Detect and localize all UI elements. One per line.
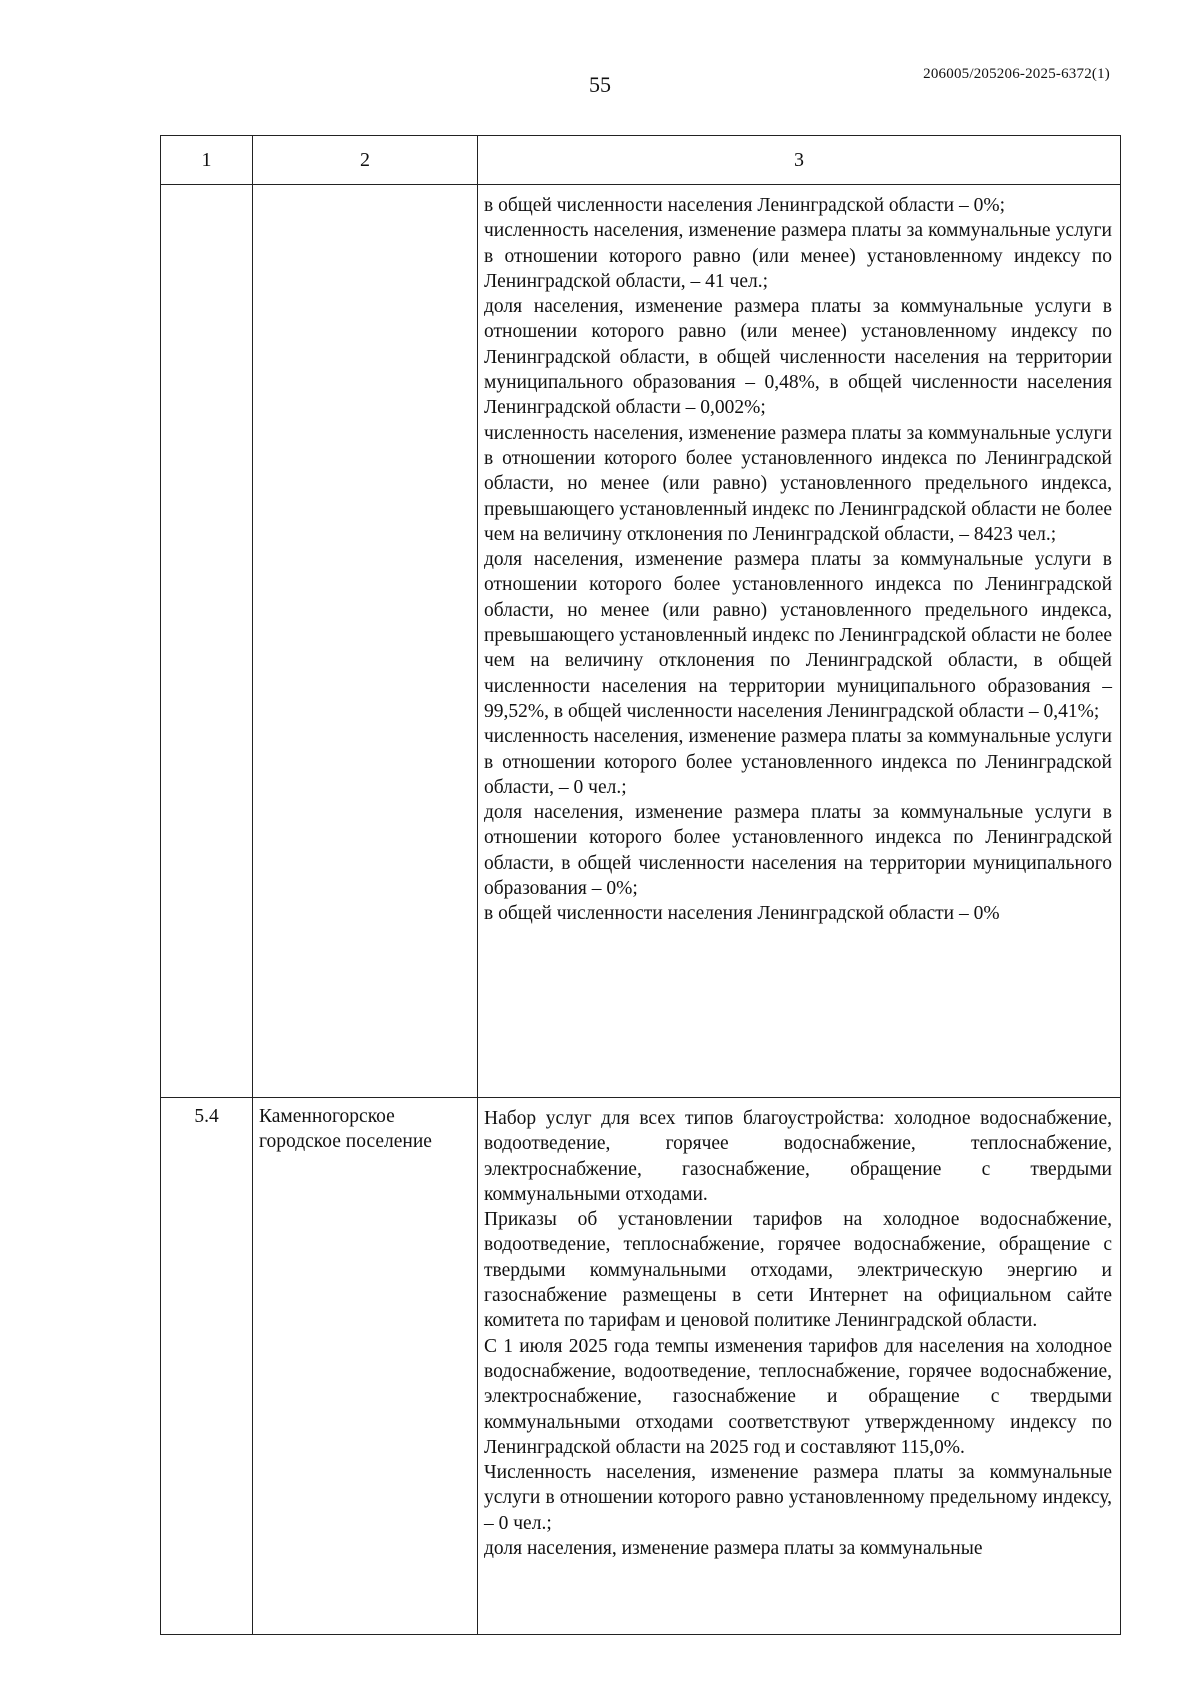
document-table bbox=[160, 135, 1121, 1635]
paragraph: Набор услуг для всех типов благоустройства: холодное водоснабжение, водоотведение, горячее водоснабжение, теплоснабжение, электроснабжение, газоснабжение, обращение с твердыми коммунальными отходами. bbox=[484, 1108, 1112, 1205]
paragraph: доля населения, изменение размера платы за коммунальные услуги в отношении которого более установленного индекса по Ленинградской области, в общей численности населения на территории муниципального образования – 0%; bbox=[484, 802, 1112, 900]
description-cell bbox=[478, 185, 1121, 1098]
paragraph: Приказы об установлении тарифов на холодное водоснабжение, водоотведение, теплоснабжение, горячее водоснабжение, обращение с твердыми коммунальными отходами, электрическую энергию и газоснабжение размещены в сети Интернет на официальном сайте комитета по тарифам и ценовой политике Ленинградской области. bbox=[484, 1209, 1112, 1332]
settlement-name-cell: Каменногорское городское поселение bbox=[253, 1098, 478, 1635]
table-row bbox=[161, 185, 1121, 1098]
paragraph: Численность населения, изменение размера платы за коммунальные услуги в отношении которого равно установленному предельному индексу, – 0 чел.; bbox=[484, 1462, 1112, 1534]
column-header-3: 3 bbox=[478, 136, 1121, 185]
page-number: 55 bbox=[589, 72, 611, 97]
paragraph: С 1 июля 2025 года темпы изменения тарифов для населения на холодное водоснабжение, водоотведение, теплоснабжение, горячее водоснабжение, электроснабжение, газоснабжение и обращение с твердыми коммунальными отходами соответствуют утвержденному индексу по Ленинградской области на 2025 год и составляют 115,0%. bbox=[484, 1335, 1112, 1458]
column-header-1: 1 bbox=[161, 136, 253, 185]
row-number-cell bbox=[161, 185, 253, 1098]
paragraph: численность населения, изменение размера платы за коммунальные услуги в отношении которого более установленного индекса по Ленинградской области, но менее (или равно) установленного предельного индекса, превышающего установленный индекс по Ленинградской области не более чем на величину отклонения по Ленинградской области, – 8423 чел.; bbox=[484, 422, 1112, 545]
paragraph: численность населения, изменение размера платы за коммунальные услуги в отношении которого равно (или менее) установленному индексу по Ленинградской области, – 41 чел.; bbox=[484, 220, 1112, 292]
table-row bbox=[161, 1098, 1121, 1635]
column-header-2: 2 bbox=[253, 136, 478, 185]
settlement-name-cell bbox=[253, 185, 478, 1098]
row-number-cell: 5.4 bbox=[161, 1098, 253, 1635]
paragraph: доля населения, изменение размера платы за коммунальные bbox=[484, 1538, 983, 1560]
paragraph: доля населения, изменение размера платы за коммунальные услуги в отношении которого равно (или менее) установленному индексу по Ленинградской области, в общей численности населения на территории муниципального образования – 0,48%, в общей численности населения Ленинградской области – 0,002%; bbox=[484, 296, 1112, 419]
document-code: 206005/205206-2025-6372(1) bbox=[923, 66, 1110, 82]
paragraph: в общей численности населения Ленинградской области – 0% bbox=[484, 903, 1000, 925]
table-header-row bbox=[161, 136, 1121, 185]
paragraph: доля населения, изменение размера платы за коммунальные услуги в отношении которого более установленного индекса по Ленинградской области, но менее (или равно) установленного предельного индекса, превышающего установленный индекс по Ленинградской области не более чем на величину отклонения по Ленинградской области, в общей численности населения на территории муниципального образования – 99,52%, в общей численности населения Ленинградской области – 0,41%; bbox=[484, 549, 1112, 722]
paragraph: в общей численности населения Ленинградской области – 0%; bbox=[484, 195, 1006, 216]
paragraph: численность населения, изменение размера платы за коммунальные услуги в отношении которого более установленного индекса по Ленинградской области, – 0 чел.; bbox=[484, 726, 1112, 798]
description-cell bbox=[478, 1098, 1121, 1635]
